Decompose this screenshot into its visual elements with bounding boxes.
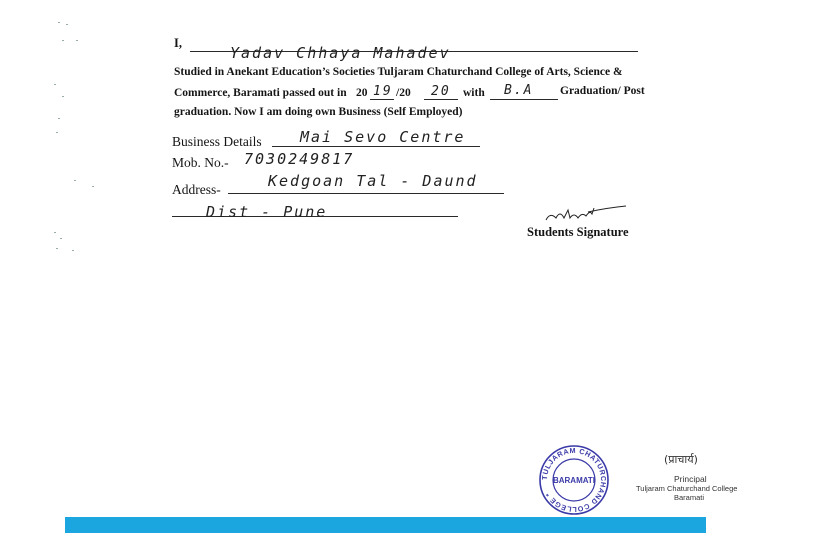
scan-speck: [72, 250, 74, 251]
scan-speck: [74, 180, 76, 181]
mobile-value: 7030249817: [244, 150, 355, 168]
footer-accent-bar: [65, 517, 706, 533]
students-signature-label: Students Signature: [527, 225, 629, 239]
scan-speck: [76, 40, 78, 41]
pronoun-label: I,: [174, 36, 182, 50]
address-underline-1: [228, 193, 504, 194]
business-label: Business Details: [172, 134, 262, 149]
year-fill-1-underline: [370, 99, 394, 100]
address-line-1: Kedgoan Tal - Daund: [268, 172, 478, 190]
scan-speck: [60, 238, 62, 239]
scan-speck: [62, 96, 64, 97]
principal-college: Tuljaram Chaturchand College: [636, 484, 738, 493]
scan-speck: [66, 24, 68, 25]
degree-underline: [490, 99, 558, 100]
principal-city: Baramati: [674, 493, 705, 502]
scan-speck: [56, 248, 58, 249]
scan-speck: [54, 232, 56, 233]
degree-value: B.A: [504, 83, 534, 98]
studied-line-2: [174, 87, 347, 99]
college-stamp: [538, 444, 610, 516]
stamp-ring-text: TULJARAM CHATURCHAND COLLEGE *: [539, 445, 609, 515]
passed-out-label: Commerce, Baramati passed out in: [174, 87, 347, 99]
business-underline: [272, 146, 480, 147]
year-fill-1: 19: [373, 84, 393, 99]
scan-speck: [58, 22, 60, 23]
studied-line-3: graduation. Now I am doing own Business (Self Employed): [174, 106, 463, 118]
principal-title: Principal: [674, 474, 707, 484]
address-line-2: Dist - Pune: [206, 203, 328, 221]
mobile-label: Mob. No.-: [172, 155, 229, 170]
scan-speck: [92, 186, 94, 187]
year-fill-2: 20: [431, 84, 451, 99]
scan-speck: [54, 84, 56, 85]
year-separator: /20: [396, 87, 411, 99]
name-value: Yadav Chhaya Mahadev: [230, 44, 451, 62]
scan-speck: [58, 118, 60, 119]
student-signature-scribble: [544, 200, 630, 226]
studied-line-1: Studied in Anekant Education’s Societies Tuljaram Chaturchand College of Arts, Science &: [174, 66, 623, 78]
stamp-center-text: BARAMATI: [552, 476, 596, 485]
principal-signature: (प्राचार्य): [664, 453, 698, 466]
business-value: Mai Sevo Centre: [300, 128, 466, 146]
graduation-suffix: Graduation/ Post: [560, 85, 645, 97]
scan-speck: [62, 40, 64, 41]
year-fill-2-underline: [424, 99, 458, 100]
scan-speck: [56, 132, 58, 133]
with-label: with: [463, 87, 485, 99]
year-prefix-1: 20: [356, 87, 368, 99]
address-label: Address-: [172, 182, 221, 197]
